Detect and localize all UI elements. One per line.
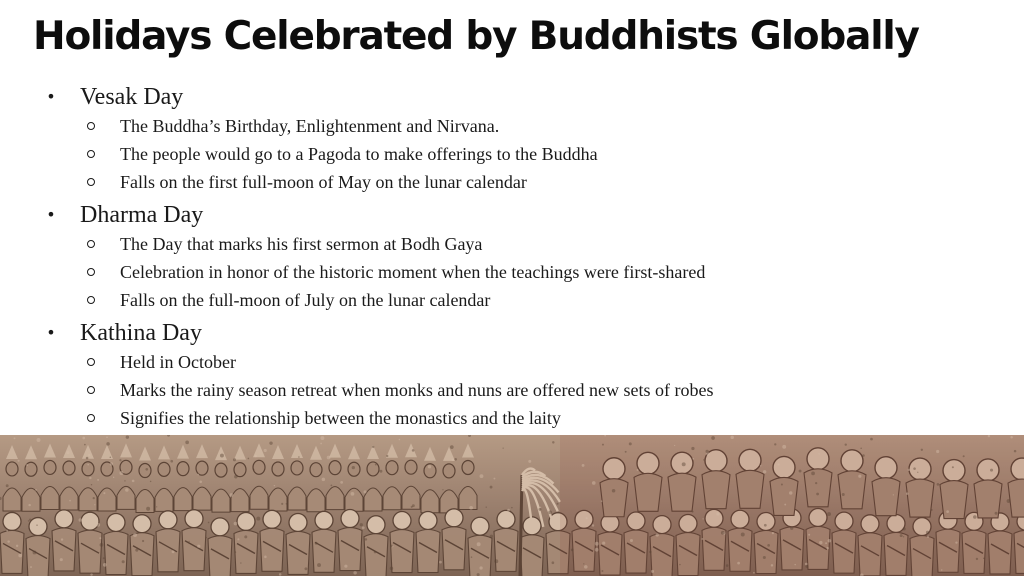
detail-text: Signifies the relationship between the monastics and the laity bbox=[120, 408, 561, 428]
circle-bullet-icon bbox=[87, 414, 95, 422]
holiday-detail bbox=[0, 258, 1024, 286]
holiday-detail bbox=[0, 230, 1024, 258]
detail-text: The Buddha’s Birthday, Enlightenment and Nirvana. bbox=[120, 116, 500, 136]
holiday-detail bbox=[0, 112, 1024, 140]
stone-relief-carving bbox=[0, 435, 1024, 576]
holiday-list bbox=[0, 82, 1024, 436]
circle-bullet-icon bbox=[87, 150, 95, 158]
bullet-dot-icon: • bbox=[46, 205, 56, 224]
holiday-detail bbox=[0, 348, 1024, 376]
holiday-name-text: Dharma Day bbox=[80, 202, 204, 228]
holiday-vesak bbox=[0, 82, 1024, 196]
holiday-detail bbox=[0, 140, 1024, 168]
holiday-name bbox=[0, 200, 1024, 230]
bullet-dot-icon: • bbox=[46, 323, 56, 342]
detail-text: Celebration in honor of the historic moment when the teachings were first-shared bbox=[120, 262, 706, 282]
stone-relief-image bbox=[0, 435, 1024, 576]
circle-bullet-icon bbox=[87, 178, 95, 186]
holiday-detail bbox=[0, 376, 1024, 404]
circle-bullet-icon bbox=[87, 296, 95, 304]
circle-bullet-icon bbox=[87, 358, 95, 366]
detail-text: Held in October bbox=[120, 352, 236, 372]
bullet-dot-icon: • bbox=[46, 87, 56, 106]
circle-bullet-icon bbox=[87, 268, 95, 276]
circle-bullet-icon bbox=[87, 386, 95, 394]
detail-text: Falls on the first full-moon of May on the lunar calendar bbox=[120, 172, 527, 192]
holiday-dharma bbox=[0, 200, 1024, 314]
circle-bullet-icon bbox=[87, 240, 95, 248]
holiday-name-text: Vesak Day bbox=[80, 84, 184, 110]
holiday-detail bbox=[0, 168, 1024, 196]
holiday-name-text: Kathina Day bbox=[80, 320, 202, 346]
holiday-detail bbox=[0, 286, 1024, 314]
circle-bullet-icon bbox=[87, 122, 95, 130]
slide-title: Holidays Celebrated by Buddhists Globally bbox=[33, 14, 919, 59]
detail-text: Falls on the full-moon of July on the lunar calendar bbox=[120, 290, 491, 310]
detail-text: The Day that marks his first sermon at Bodh Gaya bbox=[120, 234, 483, 254]
holiday-kathina bbox=[0, 318, 1024, 432]
holiday-detail bbox=[0, 404, 1024, 432]
detail-text: The people would go to a Pagoda to make offerings to the Buddha bbox=[120, 144, 598, 164]
holiday-name bbox=[0, 318, 1024, 348]
holiday-name bbox=[0, 82, 1024, 112]
detail-text: Marks the rainy season retreat when monks and nuns are offered new sets of robes bbox=[120, 380, 714, 400]
